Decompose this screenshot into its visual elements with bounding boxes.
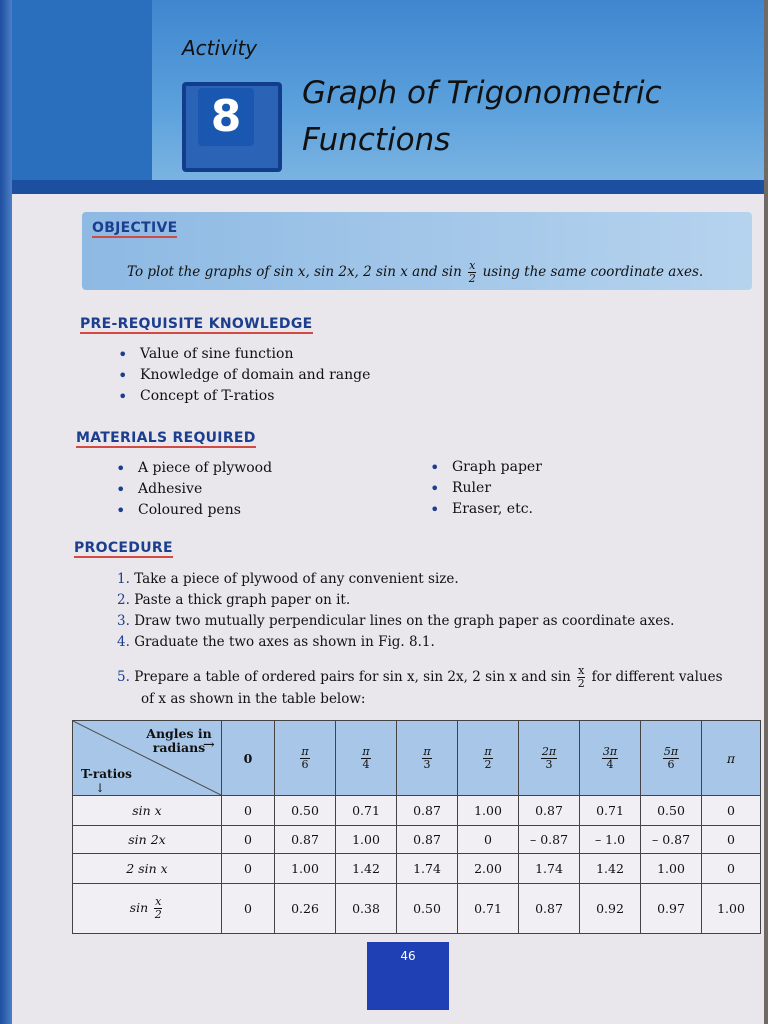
fraction-numerator: x [469, 259, 476, 272]
fraction-denominator: 6 [667, 757, 675, 771]
angle-value: 0 [243, 750, 253, 766]
prerequisite-heading: PRE-REQUISITE KNOWLEDGE [80, 316, 313, 332]
table-cell: 0.87 [397, 826, 458, 854]
fraction-denominator: 4 [362, 757, 370, 771]
table-cell: 2.00 [458, 854, 519, 884]
title-line-1: Graph of Trigonometric [302, 75, 662, 111]
table-cell: 0 [222, 884, 275, 934]
table-cell: 0 [702, 796, 761, 826]
table-cell: 0.50 [397, 884, 458, 934]
right-arrow-icon: → [203, 737, 215, 753]
table-cell: 0.87 [397, 796, 458, 826]
step-text: Draw two mutually perpendicular lines on the graph paper as coordinate axes. [134, 613, 675, 629]
table-row [73, 796, 761, 826]
table-cell: 0 [222, 826, 275, 854]
angle-fraction [602, 746, 618, 771]
objective-fraction [468, 260, 476, 285]
table-cell: 0 [702, 854, 761, 884]
list-item: • Adhesive [116, 479, 272, 500]
row-label-prefix: sin [129, 900, 149, 915]
fraction-numerator: π [301, 744, 309, 758]
objective-text [127, 260, 703, 285]
row-label: sin x [73, 796, 222, 826]
angle-header [580, 721, 641, 796]
fraction-denominator: 6 [301, 757, 309, 771]
step-5-text-after: for different values [591, 669, 723, 685]
step-number: 4. [117, 634, 130, 650]
row-label [73, 884, 222, 934]
list-item: • Eraser, etc. [430, 499, 542, 520]
materials-list-right [430, 457, 542, 520]
table-cell: 1.00 [336, 826, 397, 854]
activity-number-box [182, 82, 282, 172]
list-item: • Value of sine function [118, 344, 370, 365]
fraction-denominator: 3 [545, 757, 553, 771]
table-cell: 1.42 [336, 854, 397, 884]
table-cell: 0.38 [336, 884, 397, 934]
fraction-denominator: 2 [154, 908, 162, 921]
list-item: • A piece of plywood [116, 458, 272, 479]
angle-fraction [361, 746, 370, 771]
table-cell: 0.87 [519, 796, 580, 826]
table-cell: 1.00 [458, 796, 519, 826]
row-label: sin 2x [73, 826, 222, 854]
table-cell: 1.74 [397, 854, 458, 884]
angle-header [397, 721, 458, 796]
procedure-step [117, 569, 674, 590]
table-header-row [73, 721, 761, 796]
angle-fraction [422, 746, 431, 771]
table-cell: – 0.87 [641, 826, 702, 854]
fraction-numerator: x [578, 664, 585, 677]
fraction-numerator: 5π [663, 744, 679, 758]
table-cell: 1.74 [519, 854, 580, 884]
procedure-step [117, 632, 674, 653]
fraction-numerator: π [423, 744, 431, 758]
down-arrow-icon: ↓ [95, 781, 106, 795]
fraction-numerator: π [484, 744, 492, 758]
procedure-step [117, 611, 674, 632]
list-item: • Concept of T-ratios [118, 386, 370, 407]
table-row [73, 826, 761, 854]
trig-values-table [72, 720, 761, 934]
book-spine [0, 0, 12, 1024]
step-5-line-1 [117, 664, 757, 690]
table-cell: 0.97 [641, 884, 702, 934]
table-cell: 0.71 [580, 796, 641, 826]
page-number: 46 [400, 949, 416, 963]
procedure-step-5 [117, 664, 757, 708]
table-cell: 1.00 [275, 854, 336, 884]
activity-label: Activity [182, 36, 258, 60]
table-cell: – 1.0 [580, 826, 641, 854]
fraction-denominator: 2 [577, 677, 585, 690]
corner-bottom-label: T-ratios [81, 767, 132, 781]
objective-text-after: using the same coordinate axes. [482, 264, 704, 280]
angle-fraction [300, 746, 309, 771]
angle-value: π [726, 750, 736, 766]
fraction-denominator: 2 [468, 272, 476, 285]
angle-header [519, 721, 580, 796]
procedure-steps [117, 569, 674, 653]
materials-list-left [116, 458, 272, 521]
table-cell: 1.42 [580, 854, 641, 884]
header-side-panel [12, 0, 152, 190]
prerequisite-list [118, 344, 370, 407]
angle-fraction [483, 746, 492, 771]
table-cell: 0.71 [336, 796, 397, 826]
step-5-line-2: of x as shown in the table below: [141, 691, 366, 707]
table-corner-cell [73, 721, 222, 796]
activity-title [302, 70, 742, 164]
angle-header [336, 721, 397, 796]
step-text: Paste a thick graph paper on it. [134, 592, 351, 608]
procedure-heading: PROCEDURE [74, 540, 173, 556]
activity-header [12, 0, 764, 190]
page-number-box [367, 942, 449, 1010]
table-cell: 0.50 [641, 796, 702, 826]
procedure-step [117, 590, 674, 611]
textbook-page [12, 0, 764, 1024]
step-5-fraction [577, 665, 585, 690]
list-item: • Coloured pens [116, 500, 272, 521]
angle-header [702, 721, 761, 796]
table-cell: 0.71 [458, 884, 519, 934]
step-number: 3. [117, 613, 130, 629]
table-cell: 0.50 [275, 796, 336, 826]
table-cell: – 0.87 [519, 826, 580, 854]
table-cell: 0.92 [580, 884, 641, 934]
angle-header [222, 721, 275, 796]
step-text: Graduate the two axes as shown in Fig. 8.1. [134, 634, 435, 650]
fraction-denominator: 4 [606, 757, 614, 771]
step-number: 1. [117, 571, 130, 587]
table-cell: 0.26 [275, 884, 336, 934]
row-label: 2 sin x [73, 854, 222, 884]
step-text: Take a piece of plywood of any convenient size. [134, 571, 459, 587]
table-cell: 0.87 [275, 826, 336, 854]
table-row [73, 854, 761, 884]
corner-diagonal [73, 721, 221, 795]
table-cell: 0 [222, 854, 275, 884]
angle-fraction [663, 746, 679, 771]
fraction-numerator: x [155, 895, 162, 908]
angle-header [641, 721, 702, 796]
step-number: 5. [117, 669, 130, 685]
activity-number: 8 [198, 88, 254, 146]
angle-header [458, 721, 519, 796]
fraction-denominator: 2 [484, 757, 492, 771]
objective-text-before: To plot the graphs of sin x, sin 2x, 2 sin x and sin [127, 264, 462, 280]
step-5-text-before: Prepare a table of ordered pairs for sin x, sin 2x, 2 sin x and sin [134, 669, 571, 685]
fraction-numerator: 2π [541, 744, 557, 758]
fraction-denominator: 3 [423, 757, 431, 771]
table-cell: 0 [458, 826, 519, 854]
corner-top-label: Angles in radians [146, 726, 212, 755]
table-cell: 0.87 [519, 884, 580, 934]
materials-heading: MATERIALS REQUIRED [76, 430, 256, 446]
list-item: • Knowledge of domain and range [118, 365, 370, 386]
table-row [73, 884, 761, 934]
row-label-fraction [154, 896, 162, 921]
list-item: • Graph paper [430, 457, 542, 478]
objective-heading: OBJECTIVE [92, 220, 178, 236]
fraction-numerator: π [362, 744, 370, 758]
fraction-numerator: 3π [602, 744, 618, 758]
table-cell: 1.00 [641, 854, 702, 884]
table-cell: 0 [222, 796, 275, 826]
step-number: 2. [117, 592, 130, 608]
angle-header [275, 721, 336, 796]
angle-fraction [541, 746, 557, 771]
table-cell: 0 [702, 826, 761, 854]
header-bottom-band [12, 180, 764, 194]
title-line-2: Functions [302, 122, 451, 158]
list-item: • Ruler [430, 478, 542, 499]
table-cell: 1.00 [702, 884, 761, 934]
